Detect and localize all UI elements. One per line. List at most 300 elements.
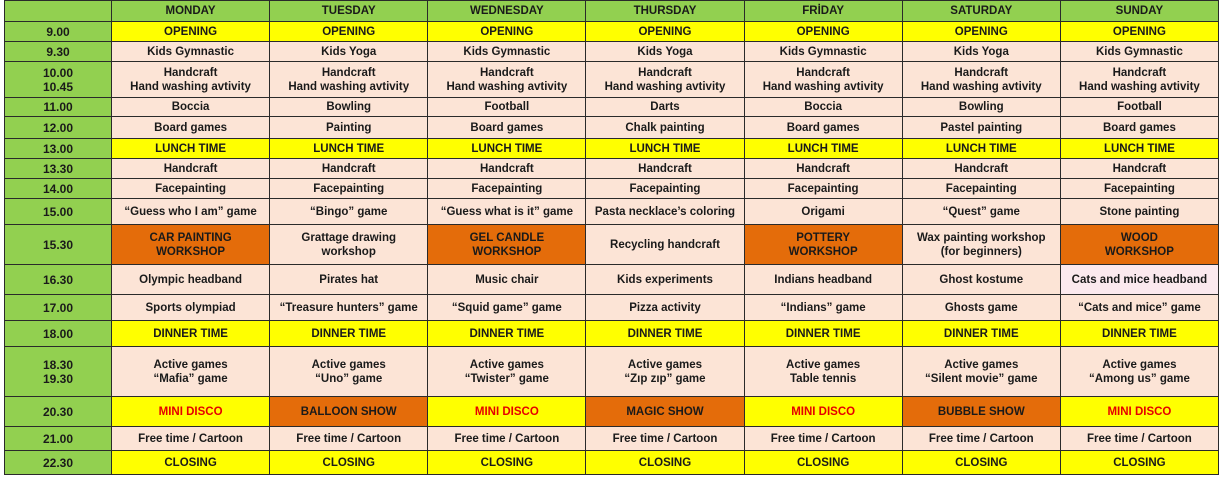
activity-label: WOOD	[1120, 231, 1158, 244]
activity-label: Kids Gymnastic	[1095, 45, 1183, 58]
activity-label: Olympic headband	[139, 273, 243, 286]
activity-cell	[744, 199, 902, 225]
activity-label: MINI DISCO	[1107, 405, 1172, 418]
activity-cell	[586, 42, 744, 62]
activity-label: DINNER TIME	[627, 327, 703, 340]
activity-label: Hand washing avtivity	[604, 80, 726, 93]
activity-cell	[428, 321, 586, 347]
activity-label: Pirates hat	[319, 273, 379, 286]
activity-label: “Guess who I am” game	[124, 205, 257, 218]
activity-cell	[586, 139, 744, 159]
activity-cell	[902, 427, 1060, 451]
activity-label: Kids Gymnastic	[463, 45, 551, 58]
activity-label: Hand washing avtivity	[130, 80, 251, 93]
activity-label: Board games	[786, 121, 860, 134]
activity-cell	[744, 117, 902, 139]
activity-label: MINI DISCO	[474, 405, 539, 418]
activity-cell	[744, 179, 902, 199]
activity-cell	[112, 139, 270, 159]
activity-cell	[112, 22, 270, 42]
schedule-row	[5, 225, 1219, 265]
activity-label: BUBBLE SHOW	[937, 405, 1025, 418]
activity-label: CLOSING	[164, 456, 217, 469]
activity-cell	[112, 42, 270, 62]
activity-cell	[902, 397, 1060, 427]
activity-cell	[428, 347, 586, 397]
time-cell	[5, 427, 112, 451]
activity-cell	[112, 199, 270, 225]
activity-cell	[428, 117, 586, 139]
schedule-row	[5, 295, 1219, 321]
activity-label: Football	[1117, 101, 1162, 113]
activity-cell	[586, 321, 744, 347]
activity-label: “Among us” game	[1088, 372, 1190, 385]
activity-cell	[586, 427, 744, 451]
activity-cell	[586, 22, 744, 42]
time-label: 19.30	[42, 371, 74, 386]
activity-label: Facepainting	[787, 182, 859, 195]
activity-cell	[428, 159, 586, 179]
time-label: 9.00	[46, 24, 70, 39]
activity-cell	[902, 22, 1060, 42]
activity-cell	[270, 347, 428, 397]
activity-cell	[270, 225, 428, 265]
activity-label: WORKSHOP	[788, 245, 858, 258]
activity-cell	[270, 22, 428, 42]
activity-label: DINNER TIME	[311, 327, 387, 340]
schedule-row	[5, 42, 1219, 62]
activity-label: “Uno” game	[315, 372, 383, 385]
activity-label: “Squid game” game	[451, 301, 562, 314]
activity-cell	[1060, 62, 1218, 98]
activity-label: Facepainting	[313, 182, 385, 195]
day-header-saturday: SATURDAY	[902, 1, 1060, 22]
schedule-row	[5, 199, 1219, 225]
activity-label: Kids experiments	[617, 273, 713, 286]
activity-cell	[1060, 22, 1218, 42]
activity-cell	[270, 451, 428, 475]
activity-cell	[428, 451, 586, 475]
activity-label: Kids Gymnastic	[147, 45, 235, 58]
activity-cell	[744, 427, 902, 451]
schedule-row	[5, 427, 1219, 451]
activity-cell	[112, 451, 270, 475]
activity-cell	[744, 98, 902, 117]
activity-cell	[428, 265, 586, 295]
activity-cell	[1060, 199, 1218, 225]
time-cell	[5, 321, 112, 347]
activity-label: Stone painting	[1099, 205, 1180, 218]
activity-label: LUNCH TIME	[313, 142, 385, 155]
activity-label: “Cats and mice” game	[1078, 301, 1201, 314]
time-cell	[5, 98, 112, 117]
activity-cell	[428, 22, 586, 42]
time-cell	[5, 225, 112, 265]
activity-cell	[902, 139, 1060, 159]
activity-cell	[428, 295, 586, 321]
activity-label: workshop	[321, 245, 376, 258]
time-cell	[5, 42, 112, 62]
activity-cell	[586, 451, 744, 475]
time-label: 13.30	[42, 161, 74, 176]
time-label: 21.00	[42, 431, 74, 446]
activity-label: Active games	[944, 358, 1019, 371]
activity-label: Handcraft	[480, 66, 534, 79]
activity-label: OPENING	[322, 25, 376, 38]
activity-cell	[112, 179, 270, 199]
activity-label: Table tennis	[790, 372, 857, 385]
activity-cell	[270, 427, 428, 451]
activity-label: Free time / Cartoon	[928, 432, 1034, 445]
time-label: 15.30	[42, 237, 74, 252]
activity-cell	[428, 98, 586, 117]
activity-label: Painting	[326, 121, 372, 134]
time-label: 18.00	[42, 326, 74, 341]
activity-cell	[112, 159, 270, 179]
activity-label: “Mafia” game	[153, 372, 228, 385]
activity-label: CLOSING	[955, 456, 1008, 469]
activity-cell	[270, 199, 428, 225]
activity-cell	[1060, 139, 1218, 159]
day-header-monday: MONDAY	[112, 1, 270, 22]
activity-cell	[902, 225, 1060, 265]
activity-cell	[902, 117, 1060, 139]
day-header-sunday: SUNDAY	[1060, 1, 1218, 22]
activity-label: DINNER TIME	[469, 327, 545, 340]
activity-cell	[586, 295, 744, 321]
activity-cell	[270, 117, 428, 139]
activity-label: Active games	[469, 358, 544, 371]
activity-label: LUNCH TIME	[787, 142, 859, 155]
activity-cell	[902, 321, 1060, 347]
activity-cell	[1060, 295, 1218, 321]
activity-label: Free time / Cartoon	[612, 432, 718, 445]
activity-cell	[902, 98, 1060, 117]
activity-cell	[112, 397, 270, 427]
activity-label: Boccia	[804, 101, 842, 113]
time-label: 13.00	[42, 141, 74, 156]
time-label: 12.00	[42, 120, 74, 135]
activity-cell	[1060, 179, 1218, 199]
activity-label: MINI DISCO	[791, 405, 856, 418]
activity-cell	[902, 159, 1060, 179]
activity-label: OPENING	[796, 25, 850, 38]
activity-label: MAGIC SHOW	[626, 405, 704, 418]
activity-cell	[744, 347, 902, 397]
time-label: 10.45	[42, 79, 74, 94]
activity-label: DINNER TIME	[153, 327, 228, 340]
activity-cell	[902, 451, 1060, 475]
activity-cell	[902, 199, 1060, 225]
activity-label: DINNER TIME	[1102, 327, 1177, 340]
activity-cell	[270, 159, 428, 179]
activity-label: Origami	[801, 205, 845, 218]
activity-label: Free time / Cartoon	[770, 432, 876, 445]
activity-label: Active games	[786, 358, 861, 371]
activity-cell	[586, 62, 744, 98]
activity-cell	[270, 62, 428, 98]
activity-label: WORKSHOP	[156, 245, 226, 258]
activity-label: DINNER TIME	[785, 327, 861, 340]
activity-label: “Zıp zıp” game	[624, 372, 706, 385]
activity-cell	[744, 159, 902, 179]
activity-cell	[1060, 321, 1218, 347]
schedule-row	[5, 397, 1219, 427]
activity-label: “Guess what is it” game	[440, 205, 573, 218]
schedule-row	[5, 159, 1219, 179]
activity-label: Handcraft	[796, 162, 850, 175]
time-cell	[5, 159, 112, 179]
activity-cell	[744, 321, 902, 347]
activity-cell	[270, 321, 428, 347]
activity-cell	[902, 295, 1060, 321]
activity-label: Handcraft	[954, 66, 1009, 79]
header-row	[5, 1, 1219, 22]
activity-cell	[112, 265, 270, 295]
time-cell	[5, 347, 112, 397]
day-header-tuesday: TUESDAY	[270, 1, 428, 22]
activity-label: Bowling	[958, 101, 1004, 113]
activity-label: OPENING	[1112, 25, 1166, 38]
activity-cell	[1060, 427, 1218, 451]
time-label: 17.00	[42, 300, 74, 315]
schedule-row	[5, 139, 1219, 159]
activity-label: LUNCH TIME	[1103, 142, 1175, 155]
activity-cell	[270, 265, 428, 295]
activity-label: CLOSING	[480, 456, 534, 469]
activity-label: Board games	[154, 121, 227, 134]
activity-label: Free time / Cartoon	[1087, 432, 1192, 445]
activity-cell	[112, 225, 270, 265]
activity-label: Handcraft	[163, 162, 218, 175]
activity-cell	[902, 265, 1060, 295]
activity-label: Darts	[650, 101, 680, 113]
schedule-row	[5, 117, 1219, 139]
activity-cell	[744, 62, 902, 98]
activity-cell	[270, 139, 428, 159]
activity-label: Handcraft	[1112, 66, 1167, 79]
activity-cell	[744, 265, 902, 295]
activity-label: Active games	[1102, 358, 1177, 371]
activity-label: Sports olympiad	[145, 301, 236, 314]
activity-label: Hand washing avtivity	[762, 80, 884, 93]
activity-label: Free time / Cartoon	[454, 432, 560, 445]
schedule-row	[5, 98, 1219, 117]
time-cell	[5, 117, 112, 139]
activity-cell	[744, 451, 902, 475]
time-cell	[5, 139, 112, 159]
activity-cell	[902, 42, 1060, 62]
schedule-row	[5, 347, 1219, 397]
activity-label: Pizza activity	[629, 301, 701, 314]
activity-cell	[1060, 98, 1218, 117]
activity-label: Boccia	[171, 101, 210, 113]
schedule-row	[5, 22, 1219, 42]
activity-cell	[744, 225, 902, 265]
activity-label: MINI DISCO	[158, 405, 223, 418]
activity-label: LUNCH TIME	[629, 142, 701, 155]
activity-cell	[270, 295, 428, 321]
activity-cell	[1060, 265, 1218, 295]
corner-cell	[5, 1, 112, 22]
activity-cell	[112, 347, 270, 397]
activity-cell	[112, 62, 270, 98]
activity-label: “Treasure hunters” game	[279, 301, 418, 314]
activity-label: Kids Yoga	[953, 45, 1009, 58]
activity-label: BALLOON SHOW	[300, 405, 397, 418]
activity-label: Handcraft	[954, 162, 1009, 175]
activity-cell	[586, 159, 744, 179]
activity-label: Wax painting workshop	[916, 231, 1046, 244]
activity-label: CLOSING	[1113, 456, 1166, 469]
activity-label: Handcraft	[163, 66, 218, 79]
activity-label: LUNCH TIME	[155, 142, 227, 155]
activity-cell	[1060, 225, 1218, 265]
activity-label: Handcraft	[321, 66, 376, 79]
activity-label: “Silent movie” game	[925, 372, 1038, 385]
activity-label: LUNCH TIME	[945, 142, 1017, 155]
time-cell	[5, 397, 112, 427]
time-label: 9.30	[46, 44, 70, 59]
time-label: 18.30	[42, 357, 74, 372]
activity-label: Active games	[627, 358, 703, 371]
schedule-body	[5, 22, 1219, 475]
activity-label: GEL CANDLE	[469, 231, 545, 244]
activity-label: CLOSING	[638, 456, 692, 469]
activity-label: Handcraft	[638, 66, 692, 79]
activity-cell	[112, 98, 270, 117]
activity-cell	[428, 62, 586, 98]
activity-label: Pastel painting	[940, 121, 1023, 134]
activity-label: OPENING	[954, 25, 1008, 38]
activity-label: OPENING	[638, 25, 692, 38]
activity-label: OPENING	[164, 25, 218, 38]
activity-label: POTTERY	[796, 231, 851, 244]
activity-label: Grattage drawing	[301, 231, 396, 244]
activity-label: Facepainting	[945, 182, 1017, 195]
schedule-row	[5, 179, 1219, 199]
activity-cell	[744, 139, 902, 159]
activity-label: Handcraft	[321, 162, 376, 175]
activity-cell	[428, 139, 586, 159]
activity-cell	[744, 42, 902, 62]
activity-cell	[270, 397, 428, 427]
activity-label: Board games	[1102, 121, 1176, 134]
activity-label: Hand washing avtivity	[446, 80, 568, 93]
time-cell	[5, 179, 112, 199]
activity-cell	[112, 117, 270, 139]
activity-cell	[586, 179, 744, 199]
schedule-row	[5, 265, 1219, 295]
activity-cell	[586, 265, 744, 295]
activity-label: Facepainting	[471, 182, 543, 195]
activity-cell	[270, 98, 428, 117]
activity-label: (for beginners)	[940, 245, 1022, 258]
activity-label: OPENING	[480, 25, 534, 38]
activity-label: Facepainting	[1103, 182, 1175, 195]
activity-cell	[270, 42, 428, 62]
activity-label: DINNER TIME	[943, 327, 1019, 340]
activity-label: Free time / Cartoon	[138, 432, 243, 445]
activity-cell	[586, 199, 744, 225]
activity-cell	[270, 179, 428, 199]
activity-cell	[902, 347, 1060, 397]
activity-label: Kids Gymnastic	[779, 45, 867, 58]
activity-cell	[744, 397, 902, 427]
activity-label: Board games	[470, 121, 544, 134]
activity-label: Bowling	[326, 101, 372, 113]
time-cell	[5, 62, 112, 98]
activity-label: “Twister” game	[464, 372, 549, 385]
activity-cell	[1060, 451, 1218, 475]
activity-label: Active games	[153, 358, 228, 371]
activity-cell	[586, 225, 744, 265]
time-cell	[5, 265, 112, 295]
activity-label: Facepainting	[629, 182, 701, 195]
activity-cell	[428, 397, 586, 427]
activity-label: Free time / Cartoon	[296, 432, 402, 445]
schedule-row	[5, 321, 1219, 347]
activity-cell	[112, 295, 270, 321]
activity-label: Chalk painting	[625, 121, 705, 134]
activity-label: Hand washing avtivity	[920, 80, 1042, 93]
activity-label: Facepainting	[155, 182, 227, 195]
activity-label: Pasta necklace’s coloring	[594, 205, 736, 218]
activity-label: Ghost kostume	[939, 273, 1024, 286]
activity-cell	[428, 427, 586, 451]
time-label: 10.00	[42, 65, 74, 80]
activity-label: “Indians” game	[780, 301, 866, 314]
time-label: 14.00	[42, 181, 74, 196]
activity-cell	[1060, 397, 1218, 427]
time-label: 16.30	[42, 272, 74, 287]
activity-label: Handcraft	[796, 66, 850, 79]
activity-label: Recycling handcraft	[610, 238, 720, 251]
activity-label: Handcraft	[480, 162, 534, 175]
activity-label: Football	[484, 101, 530, 113]
activity-cell	[1060, 117, 1218, 139]
activity-label: Handcraft	[638, 162, 692, 175]
time-label: 20.30	[42, 404, 74, 419]
activity-label: WORKSHOP	[472, 245, 542, 258]
activity-cell	[586, 117, 744, 139]
activity-cell	[428, 179, 586, 199]
activity-cell	[112, 321, 270, 347]
activity-cell	[744, 22, 902, 42]
activity-schedule-table	[4, 0, 1219, 475]
activity-label: Handcraft	[1112, 162, 1167, 175]
activity-label: Indians headband	[774, 273, 873, 286]
activity-cell	[586, 98, 744, 117]
activity-label: Active games	[311, 358, 386, 371]
activity-label: CLOSING	[322, 456, 375, 469]
schedule-row	[5, 451, 1219, 475]
time-cell	[5, 295, 112, 321]
activity-label: “Quest” game	[942, 205, 1020, 218]
day-header-thursday: THURSDAY	[586, 1, 744, 22]
time-cell	[5, 199, 112, 225]
activity-cell	[902, 62, 1060, 98]
activity-cell	[1060, 42, 1218, 62]
activity-cell	[428, 42, 586, 62]
activity-label: Music chair	[475, 273, 539, 286]
activity-label: WORKSHOP	[1104, 245, 1174, 258]
day-header-friday: FRİDAY	[744, 1, 902, 22]
time-label: 22.30	[42, 455, 74, 470]
activity-cell	[1060, 347, 1218, 397]
time-cell	[5, 451, 112, 475]
activity-label: Hand washing avtivity	[1079, 80, 1200, 93]
